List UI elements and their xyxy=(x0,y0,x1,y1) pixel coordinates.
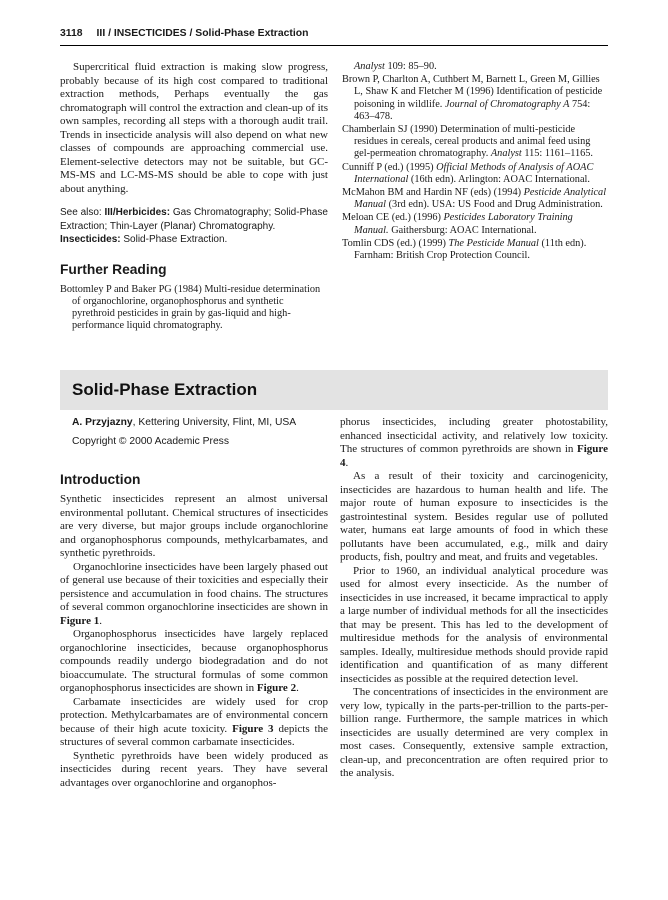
intro-paragraph: Organophosphorus insecticides have largely replaced organochlorine insecticides, because organophosphorus compounds readily undergo biodegradation and do not bioaccumulate. The structural formulas of some common organophosphorus insecticides are shown in Figure 2. xyxy=(60,628,328,694)
reference-item: Meloan CE (ed.) (1996) Pesticides Laboratory Training Manual. Gaithersburg: AOAC International. xyxy=(342,212,573,236)
intro-paragraph-continued: phorus insecticides, including greater photostability, enhanced insecticidal activity, and relatively low toxicity. The structures of common pyrethroids are shown in Figure 4. xyxy=(340,416,608,469)
further-reading-heading: Further Reading xyxy=(60,261,167,277)
see-also-insecticides-topics[interactable]: Solid-Phase Extraction. xyxy=(123,234,228,245)
figure-4-link[interactable]: Figure 4 xyxy=(340,443,608,469)
running-header xyxy=(60,28,608,39)
running-title: III / INSECTICIDES / Solid-Phase Extraction xyxy=(96,28,309,39)
figure-2-link[interactable]: Figure 2 xyxy=(256,682,297,694)
reference-item: Bottomley P and Baker PG (1984) Multi-residue determination of organochlorine, organophosphorus and synthetic pyrethroid pesticides in grain by gas-liquid and high-performance liquid chromatography. xyxy=(60,283,321,332)
figure-1-link[interactable]: Figure 1 xyxy=(60,614,100,627)
reference-item: Brown P, Charlton A, Cuthbert M, Barnett L, Green M, Gillies L, Shaw K and Fletcher M (1996) Identification of pesticide poisoning in wildlife. Journal of Chromatography A 754: 463–478. xyxy=(342,74,603,122)
figure-3-link[interactable]: Figure 3 xyxy=(232,722,274,735)
article-left-column xyxy=(60,416,328,790)
header-rule xyxy=(60,45,608,46)
reference-item-continued: Analyst 109: 85–90. xyxy=(354,61,437,72)
see-also-link-insecticides[interactable]: Insecticides: xyxy=(60,234,121,245)
author-line xyxy=(60,416,328,430)
intro-paragraph: Carbamate insecticides are widely used for crop protection. Methylcarbamates are of environmental concern because of their high acute toxicity. Figure 3 depicts the structures of several common carbamate insecticides. xyxy=(60,695,328,748)
intro-paragraph: Synthetic pyrethroids have been widely produced as insecticides during recent years. They have several advantages over organochlorine and organophos- xyxy=(60,749,328,789)
intro-paragraph: Prior to 1960, an individual analytical procedure was used for almost every insecticide. As the number of insecticides in use increased, it became impractical to apply a large number of individual methods for all the insecticides that may be present. This has led to the development of multiresidue methods for the analysis of environmental samples. Ideally, multiresidue methods should provide rapid identification and quantification of as many different insecticides as possible at the required detection level. xyxy=(340,564,608,685)
introduction-heading: Introduction xyxy=(60,472,141,487)
author-name: A. Przyjazny xyxy=(72,417,133,428)
author-affiliation: , Kettering University, Flint, MI, USA xyxy=(132,417,297,428)
prev-article-conclusion: Supercritical fluid extraction is making slow progress, probably because of its high cost compared to traditional extraction methods, Perhaps eventually the gas chromatograph will control the extraction and clean-up of its own samples, recording all steps with a thorough audit trail. Trends in insecticide analysis will also depend on what new classes of compounds are approaching commercial use. Element-selective detectors may not be suitable, but GC-MS-MS and LC-MS-MS should be able to cope with just about anything. xyxy=(60,61,328,195)
reference-item: Tomlin CDS (ed.) (1999) The Pesticide Manual (11th edn). Farnham: British Crop Protection Council. xyxy=(342,237,587,262)
intro-paragraph: As a result of their toxicity and carcinogenicity, insecticides are hazardous to human health and life. The major route of human exposure to insecticides is the gastrointestinal system. Besides regular use of polluted water, humans eat large amounts of food in which these pollutants have been accumulated, e.g., milk and dairy products, fish, poultry and meat, and fruits and vegetables. xyxy=(340,470,608,563)
see-also-herbicides-topics[interactable]: Gas Chromatography; Solid-Phase Extraction; Thin-Layer (Planar) Chromatography. xyxy=(60,207,328,232)
reference-item: Chamberlain SJ (1990) Determination of multi-pesticide residues in cereals, cereal products and animal feed using gel-permeation chromatography. Analyst 115: 1161–1165. xyxy=(342,124,593,160)
article-right-column xyxy=(340,416,608,781)
intro-paragraph: The concentrations of insecticides in the environment are very low, typically in the parts-per-trillion to the parts-per-billion range. Furthermore, the sample matrices in which insecticides are usually determined are very complex in most cases. Consequently, extensive sample extraction, clean-up, and preconcentration are often required prior to the analysis. xyxy=(340,686,608,779)
page-number: 3118 xyxy=(60,28,83,39)
copyright-line: Copyright © 2000 Academic Press xyxy=(72,435,229,447)
further-reading-list xyxy=(342,61,608,263)
see-also-label: See also: xyxy=(60,207,102,218)
see-also xyxy=(60,206,328,247)
article-title-banner xyxy=(60,370,608,410)
reference-item: McMahon BM and Hardin NF (eds) (1994) Pesticide Analytical Manual (3rd edn). USA: US Food and Drug Administration. xyxy=(342,187,607,211)
article-title: Solid-Phase Extraction xyxy=(72,380,258,399)
intro-paragraph: Synthetic insecticides represent an almost universal environmental pollutant. Chemical structures of insecticides are very diverse, but major groups include organochlorine and organophosphorus compounds, methylcarbamates, and synthetic pyrethroids. xyxy=(60,493,328,559)
see-also-link-herbicides[interactable]: III/Herbicides: xyxy=(104,207,171,218)
prev-article-left-column xyxy=(60,61,328,333)
reference-item: Cunniff P (ed.) (1995) Official Methods of Analysis of AOAC International (16th edn). Arlington: AOAC International. xyxy=(342,161,594,185)
intro-paragraph: Organochlorine insecticides have been largely phased out of general use because of their toxicities and especially their persistence and accumulation in food chains. The structures of several common organochlorine insecticides are shown in Figure 1. xyxy=(60,560,328,627)
